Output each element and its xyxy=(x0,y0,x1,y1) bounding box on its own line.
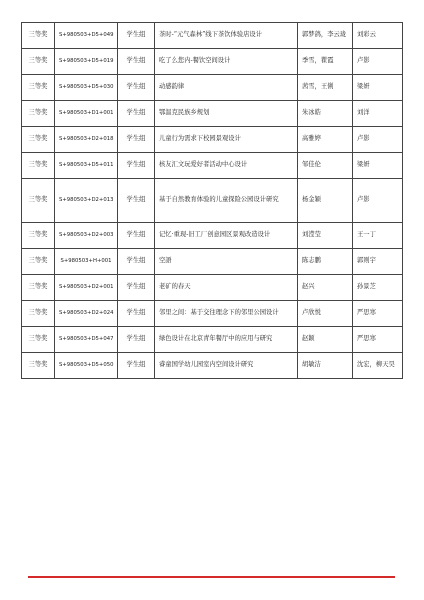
table-row xyxy=(22,75,403,101)
group-cell: 学生组 xyxy=(118,75,155,101)
work-title-cell: 空語 xyxy=(155,249,298,275)
prize-cell: 三等奖 xyxy=(22,49,55,75)
group-cell: 学生组 xyxy=(118,153,155,179)
table-row xyxy=(22,49,403,75)
advisor-cell: 严思寒 xyxy=(353,301,403,327)
table-row xyxy=(22,23,403,49)
authors-cell: 陈志鹏 xyxy=(298,249,353,275)
group-cell: 学生组 xyxy=(118,127,155,153)
authors-cell: 邹佳伦 xyxy=(298,153,353,179)
authors-cell: 茜雪，王俐 xyxy=(298,75,353,101)
work-title-cell: 绿色设计在北京青年餐厅中的应用与研究 xyxy=(155,327,298,353)
entry-code-cell: S+980503+D5+019 xyxy=(55,49,118,75)
authors-cell: 郭梦鸽，李云珑 xyxy=(298,23,353,49)
table-row xyxy=(22,249,403,275)
authors-cell: 赵颖 xyxy=(298,327,353,353)
advisor-cell: 梁妍 xyxy=(353,75,403,101)
entry-code-cell: S+980503+D5+049 xyxy=(55,23,118,49)
work-title-cell: 邻里之间：基于交往理念下的邻里公园设计 xyxy=(155,301,298,327)
awards-table-body xyxy=(22,23,403,379)
work-title-cell: 睿童国学幼儿园室内空间设计研究 xyxy=(155,353,298,379)
prize-cell: 三等奖 xyxy=(22,153,55,179)
entry-code-cell: S+980503+D2+018 xyxy=(55,127,118,153)
work-title-cell: 吃了么您内-餐饮空间设计 xyxy=(155,49,298,75)
table-row xyxy=(22,153,403,179)
group-cell: 学生组 xyxy=(118,275,155,301)
entry-code-cell: S+980503+D2+024 xyxy=(55,301,118,327)
prize-cell: 三等奖 xyxy=(22,249,55,275)
advisor-cell: 沈宏，柳天昊 xyxy=(353,353,403,379)
authors-cell: 朱冰皓 xyxy=(298,101,353,127)
entry-code-cell: S+980503+D2+003 xyxy=(55,223,118,249)
advisor-cell: 卢影 xyxy=(353,127,403,153)
entry-code-cell: S+980503+D1+001 xyxy=(55,101,118,127)
table-row xyxy=(22,301,403,327)
prize-cell: 三等奖 xyxy=(22,353,55,379)
prize-cell: 三等奖 xyxy=(22,327,55,353)
advisor-cell: 梁妍 xyxy=(353,153,403,179)
entry-code-cell: S+980503+D5+011 xyxy=(55,153,118,179)
work-title-cell: 基于自然教育体验的儿童探险公园设计研究 xyxy=(155,179,298,223)
entry-code-cell: S+980503+D2+013 xyxy=(55,179,118,223)
group-cell: 学生组 xyxy=(118,327,155,353)
work-title-cell: 老矿的春天 xyxy=(155,275,298,301)
table-row xyxy=(22,353,403,379)
group-cell: 学生组 xyxy=(118,353,155,379)
table-row xyxy=(22,223,403,249)
prize-cell: 三等奖 xyxy=(22,275,55,301)
authors-cell: 刘滢莹 xyxy=(298,223,353,249)
advisor-cell: 严思寒 xyxy=(353,327,403,353)
group-cell: 学生组 xyxy=(118,301,155,327)
work-title-cell: 鄂温克民族乡规划 xyxy=(155,101,298,127)
prize-cell: 三等奖 xyxy=(22,301,55,327)
advisor-cell: 刘洋 xyxy=(353,101,403,127)
footer-red-rule xyxy=(28,576,395,578)
entry-code-cell: S+980503+D5+030 xyxy=(55,75,118,101)
prize-cell: 三等奖 xyxy=(22,179,55,223)
advisor-cell: 王一丁 xyxy=(353,223,403,249)
prize-cell: 三等奖 xyxy=(22,75,55,101)
table-row xyxy=(22,327,403,353)
table-row xyxy=(22,179,403,223)
work-title-cell: 茶时-“元气森林”线下茶饮体验店设计 xyxy=(155,23,298,49)
entry-code-cell: S+980503+D2+001 xyxy=(55,275,118,301)
table-row xyxy=(22,127,403,153)
authors-cell: 赵兴 xyxy=(298,275,353,301)
advisor-cell: 刘彩云 xyxy=(353,23,403,49)
entry-code-cell: S+980503+D5+050 xyxy=(55,353,118,379)
authors-cell: 高雅婷 xyxy=(298,127,353,153)
entry-code-cell: S+980503+D5+047 xyxy=(55,327,118,353)
table-row xyxy=(22,275,403,301)
work-title-cell: 核友汇文玩爱好者活动中心设计 xyxy=(155,153,298,179)
prize-cell: 三等奖 xyxy=(22,223,55,249)
advisor-cell: 卢影 xyxy=(353,179,403,223)
work-title-cell: 儿童行为需求下校园景观设计 xyxy=(155,127,298,153)
prize-cell: 三等奖 xyxy=(22,23,55,49)
authors-cell: 杨金颖 xyxy=(298,179,353,223)
group-cell: 学生组 xyxy=(118,249,155,275)
group-cell: 学生组 xyxy=(118,179,155,223)
group-cell: 学生组 xyxy=(118,49,155,75)
table-row xyxy=(22,101,403,127)
authors-cell: 季雪，瞿霞 xyxy=(298,49,353,75)
advisor-cell: 孙景芝 xyxy=(353,275,403,301)
group-cell: 学生组 xyxy=(118,101,155,127)
entry-code-cell: S+980503+H+001 xyxy=(55,249,118,275)
awards-table xyxy=(21,22,403,379)
advisor-cell: 卢影 xyxy=(353,49,403,75)
authors-cell: 胡敏洁 xyxy=(298,353,353,379)
group-cell: 学生组 xyxy=(118,23,155,49)
group-cell: 学生组 xyxy=(118,223,155,249)
authors-cell: 卢欣悦 xyxy=(298,301,353,327)
prize-cell: 三等奖 xyxy=(22,127,55,153)
work-title-cell: 动感韵律 xyxy=(155,75,298,101)
prize-cell: 三等奖 xyxy=(22,101,55,127)
advisor-cell: 郭则宇 xyxy=(353,249,403,275)
work-title-cell: 记忆·重现-旧工厂创意园区景观改造设计 xyxy=(155,223,298,249)
